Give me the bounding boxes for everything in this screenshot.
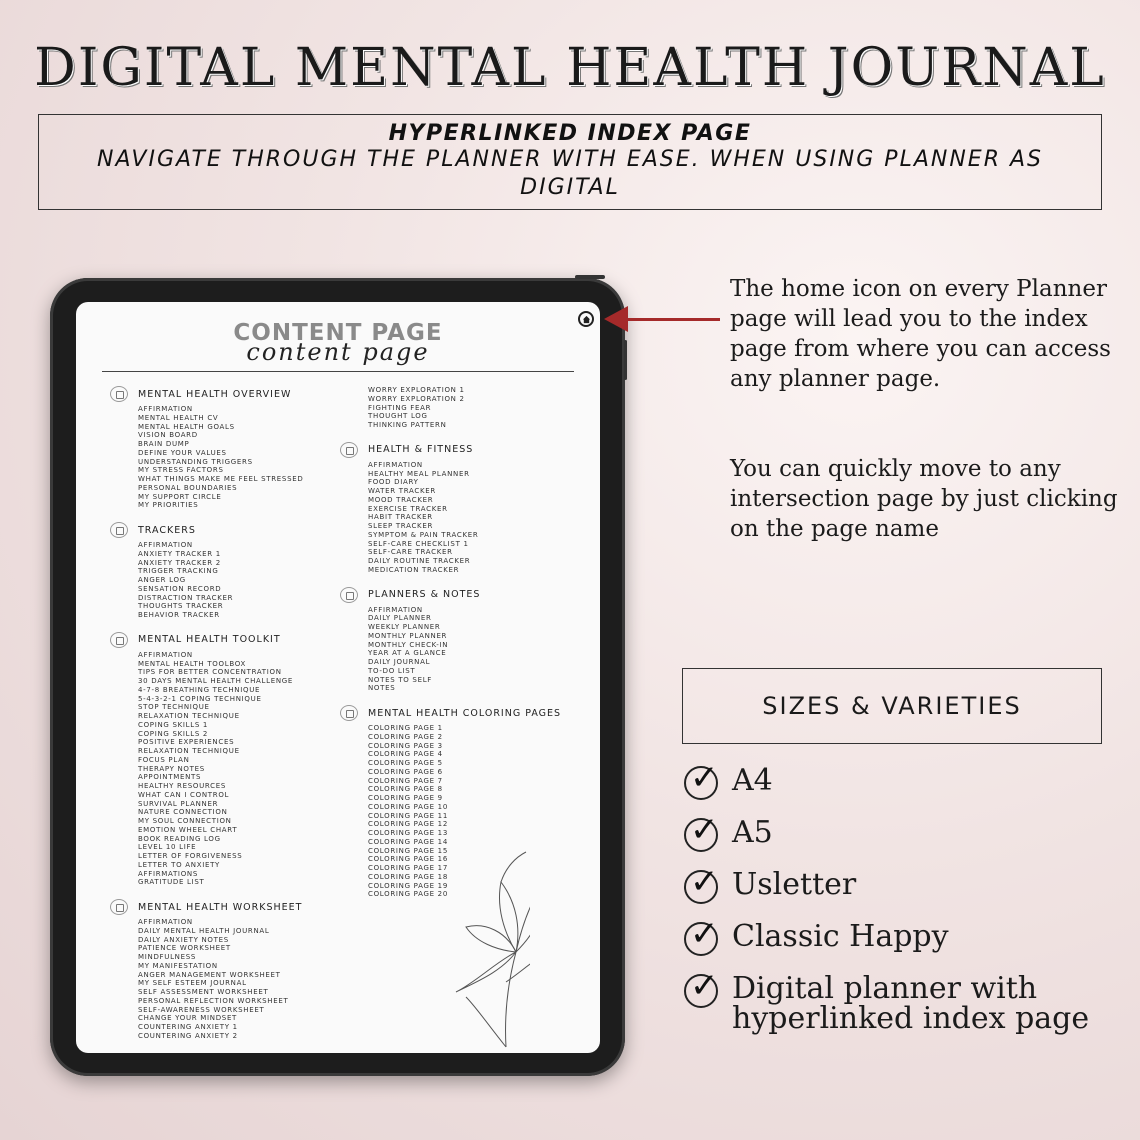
index-section: [340, 587, 590, 694]
index-link[interactable]: SLEEP TRACKER: [368, 522, 434, 530]
index-link[interactable]: THINKING PATTERN: [368, 421, 447, 429]
index-link[interactable]: EXERCISE TRACKER: [368, 504, 448, 513]
index-link[interactable]: WEEKLY PLANNER: [368, 623, 441, 631]
section-emblem-icon: [340, 705, 358, 721]
index-link[interactable]: BOOK READING LOG: [138, 834, 221, 843]
index-link[interactable]: SYMPTOM & PAIN TRACKER: [368, 530, 479, 539]
index-link[interactable]: PERSONAL BOUNDARIES: [138, 483, 238, 492]
sizes-box: SIZES & VARIETIES: [682, 668, 1102, 744]
section-title: MENTAL HEALTH OVERVIEW: [138, 388, 292, 400]
tablet-side-button: [624, 340, 627, 380]
index-link[interactable]: COPING SKILLS 1: [138, 720, 209, 729]
section-header[interactable]: [340, 442, 590, 458]
index-link[interactable]: FOOD DIARY: [368, 478, 419, 487]
index-link[interactable]: COLORING PAGE 19: [368, 881, 448, 890]
index-link[interactable]: THERAPY NOTES: [138, 764, 205, 773]
index-link[interactable]: COLORING PAGE 6: [368, 767, 443, 776]
section-emblem-icon: [110, 632, 128, 648]
index-link[interactable]: WATER TRACKER: [368, 487, 436, 495]
index-link[interactable]: FIGHTING FEAR: [368, 403, 432, 412]
index-link[interactable]: TRIGGER TRACKING: [138, 567, 219, 576]
index-link[interactable]: MENTAL HEALTH GOALS: [138, 422, 235, 431]
index-link[interactable]: COLORING PAGE 12: [368, 820, 448, 829]
index-link[interactable]: DAILY MENTAL HEALTH JOURNAL: [138, 926, 270, 935]
index-link[interactable]: MONTHLY CHECK-IN: [368, 640, 449, 649]
index-section-continued: [340, 386, 590, 430]
checkmark-icon: [684, 766, 718, 800]
index-link[interactable]: NOTES: [368, 684, 396, 693]
index-link[interactable]: SELF ASSESSMENT WORKSHEET: [138, 988, 269, 996]
index-link[interactable]: COLORING PAGE 16: [368, 855, 448, 864]
index-link[interactable]: EMOTION WHEEL CHART: [138, 825, 238, 834]
index-link[interactable]: MY PRIORITIES: [138, 501, 199, 510]
index-link[interactable]: ANXIETY TRACKER 2: [138, 558, 221, 567]
index-link[interactable]: PERSONAL REFLECTION WORKSHEET: [138, 996, 289, 1005]
section-header[interactable]: [340, 587, 590, 603]
index-link[interactable]: YEAR AT A GLANCE: [368, 649, 447, 658]
index-link[interactable]: WORRY EXPLORATION 2: [368, 394, 465, 403]
index-link[interactable]: COLORING PAGE 20: [368, 890, 448, 899]
index-link[interactable]: COLORING PAGE 3: [368, 741, 443, 750]
index-link[interactable]: PATIENCE WORKSHEET: [138, 944, 231, 953]
index-link[interactable]: VISION BOARD: [138, 431, 198, 440]
index-link[interactable]: ANGER MANAGEMENT WORKSHEET: [138, 970, 281, 979]
index-link[interactable]: COLORING PAGE 1: [368, 724, 443, 732]
title-divider: [102, 371, 574, 372]
index-link[interactable]: TIPS FOR BETTER CONCENTRATION: [138, 668, 282, 677]
tablet-screen: [76, 302, 600, 1053]
arrow-pointer-icon: [604, 306, 628, 332]
size-option-label: Classic Happy: [732, 919, 949, 954]
index-link[interactable]: DISTRACTION TRACKER: [138, 593, 234, 602]
size-option-label: Digital planner with hyperlinked index page: [732, 971, 1090, 1036]
index-link[interactable]: HEALTHY MEAL PLANNER: [368, 469, 470, 478]
section-emblem-icon: [110, 899, 128, 915]
index-link[interactable]: NATURE CONNECTION: [138, 808, 228, 817]
checkmark-icon: [684, 974, 718, 1008]
index-link[interactable]: COUNTERING ANXIETY 2: [138, 1031, 238, 1040]
checkmark-icon: [684, 870, 718, 904]
index-link[interactable]: POSITIVE EXPERIENCES: [138, 738, 235, 747]
index-link[interactable]: MY SELF ESTEEM JOURNAL: [138, 979, 247, 988]
size-option-label: A4: [732, 763, 773, 798]
section-emblem-icon: [110, 386, 128, 402]
section-header[interactable]: [110, 522, 350, 538]
tablet-side-button: [575, 275, 605, 279]
index-link[interactable]: MOOD TRACKER: [368, 495, 434, 504]
index-link[interactable]: APPOINTMENTS: [138, 773, 202, 782]
index-link[interactable]: SENSATION RECORD: [138, 584, 222, 593]
index-link[interactable]: COLORING PAGE 14: [368, 837, 448, 846]
index-link[interactable]: CHANGE YOUR MINDSET: [138, 1014, 238, 1023]
info-box: [38, 114, 1102, 210]
section-title: PLANNERS & NOTES: [368, 589, 481, 600]
index-link[interactable]: COLORING PAGE 18: [368, 872, 448, 881]
index-link[interactable]: MY SUPPORT CIRCLE: [138, 492, 222, 501]
index-link[interactable]: COLORING PAGE 4: [368, 750, 443, 759]
index-link[interactable]: 5-4-3-2-1 COPING TECHNIQUE: [138, 694, 262, 703]
index-link[interactable]: AFFIRMATION: [138, 405, 193, 413]
index-link[interactable]: DAILY PLANNER: [368, 614, 432, 623]
index-link[interactable]: COLORING PAGE 5: [368, 759, 443, 767]
index-link[interactable]: COUNTERING ANXIETY 1: [138, 1023, 238, 1031]
index-section: [110, 632, 350, 887]
index-link[interactable]: MENTAL HEALTH TOOLBOX: [138, 659, 246, 668]
section-title: MENTAL HEALTH TOOLKIT: [138, 634, 281, 646]
index-link[interactable]: LETTER TO ANXIETY: [138, 860, 221, 869]
sizes-list: [684, 763, 1124, 1052]
index-link[interactable]: RELAXATION TECHNIQUE: [138, 712, 240, 720]
index-link[interactable]: MONTHLY PLANNER: [368, 631, 448, 640]
index-link[interactable]: MEDICATION TRACKER: [368, 565, 460, 574]
index-section: [340, 442, 590, 575]
index-section: [110, 386, 350, 510]
section-emblem-icon: [340, 587, 358, 603]
lily-flower-illustration: [446, 832, 530, 1052]
index-link[interactable]: BRAIN DUMP: [138, 440, 190, 448]
index-link[interactable]: DAILY JOURNAL: [368, 658, 431, 666]
content-page-script-title: content page: [246, 338, 430, 366]
index-link[interactable]: ANXIETY TRACKER 1: [138, 549, 221, 558]
section-title: HEALTH & FITNESS: [368, 444, 474, 456]
index-link[interactable]: 4-7-8 BREATHING TECHNIQUE: [138, 685, 261, 694]
content-page-title: CONTENT PAGE: [233, 320, 443, 346]
index-link[interactable]: COLORING PAGE 13: [368, 829, 448, 837]
index-link[interactable]: AFFIRMATION: [368, 460, 423, 469]
section-header[interactable]: [110, 899, 350, 915]
size-option: [684, 867, 1124, 904]
index-link[interactable]: DAILY ANXIETY NOTES: [138, 935, 229, 944]
section-header[interactable]: [110, 386, 350, 402]
index-link[interactable]: MY STRESS FACTORS: [138, 466, 224, 475]
left-index-column: [110, 386, 350, 1053]
index-link[interactable]: COLORING PAGE 9: [368, 794, 443, 802]
index-link[interactable]: COLORING PAGE 17: [368, 864, 448, 872]
index-link[interactable]: COLORING PAGE 11: [368, 811, 448, 820]
index-link[interactable]: COPING SKILLS 2: [138, 729, 209, 738]
index-link[interactable]: WHAT CAN I CONTROL: [138, 790, 230, 799]
description-paragraph-2: You can quickly move to any intersection page by just clicking on the page name: [730, 456, 1118, 542]
index-link[interactable]: COLORING PAGE 2: [368, 732, 443, 741]
index-link[interactable]: MENTAL HEALTH CV: [138, 413, 219, 422]
size-option: [684, 919, 1124, 956]
index-link[interactable]: WORRY EXPLORATION 1: [368, 386, 465, 394]
info-box-title: HYPERLINKED INDEX PAGE: [388, 121, 752, 146]
index-section: [110, 899, 350, 1041]
index-link[interactable]: COLORING PAGE 8: [368, 785, 443, 794]
size-option: [684, 815, 1124, 852]
index-link[interactable]: DEFINE YOUR VALUES: [138, 448, 227, 457]
index-link[interactable]: AFFIRMATION: [138, 541, 193, 549]
index-link[interactable]: GRATITUDE LIST: [138, 878, 205, 887]
checkmark-icon: [684, 818, 718, 852]
section-emblem-icon: [340, 442, 358, 458]
index-link[interactable]: THOUGHTS TRACKER: [138, 602, 224, 611]
index-link[interactable]: SURVIVAL PLANNER: [138, 799, 219, 808]
section-header[interactable]: [340, 705, 590, 721]
index-link[interactable]: TO-DO LIST: [368, 666, 416, 675]
section-header[interactable]: [110, 632, 350, 648]
section-title: TRACKERS: [138, 524, 196, 536]
index-link[interactable]: MY MANIFESTATION: [138, 961, 218, 970]
index-link[interactable]: AFFIRMATION: [138, 650, 193, 659]
section-title: MENTAL HEALTH COLORING PAGES: [368, 707, 562, 719]
index-link[interactable]: HABIT TRACKER: [368, 513, 433, 522]
index-link[interactable]: AFFIRMATION: [368, 605, 423, 614]
description-paragraph-1: The home icon on every Planner page will lead you to the index page from where you can access any planner page.: [730, 276, 1111, 392]
index-link[interactable]: RELAXATION TECHNIQUE: [138, 747, 240, 755]
index-link[interactable]: UNDERSTANDING TRIGGERS: [138, 457, 253, 466]
index-link[interactable]: THOUGHT LOG: [368, 412, 428, 421]
index-link[interactable]: AFFIRMATIONS: [138, 869, 198, 878]
index-link[interactable]: LETTER OF FORGIVENESS: [138, 852, 243, 860]
index-link[interactable]: AFFIRMATION: [138, 918, 193, 926]
section-emblem-icon: [110, 522, 128, 538]
main-title: DIGITAL MENTAL HEALTH JOURNAL: [34, 38, 1106, 98]
index-link[interactable]: FOCUS PLAN: [138, 755, 190, 764]
index-link[interactable]: HEALTHY RESOURCES: [138, 782, 226, 790]
index-link[interactable]: SELF-AWARENESS WORKSHEET: [138, 1005, 265, 1014]
arrow-line: [624, 318, 720, 321]
index-link[interactable]: COLORING PAGE 10: [368, 802, 448, 811]
size-option-label: Usletter: [732, 867, 857, 902]
index-link[interactable]: BEHAVIOR TRACKER: [138, 611, 220, 619]
index-link[interactable]: STOP TECHNIQUE: [138, 703, 210, 712]
index-section: [110, 522, 350, 620]
size-option-label: A5: [732, 815, 773, 850]
index-link[interactable]: DAILY ROUTINE TRACKER: [368, 557, 471, 565]
index-link[interactable]: MINDFULNESS: [138, 953, 197, 961]
index-link[interactable]: WHAT THINGS MAKE ME FEEL STRESSED: [138, 475, 304, 483]
checkmark-icon: [684, 922, 718, 956]
index-link[interactable]: COLORING PAGE 15: [368, 846, 448, 855]
index-link[interactable]: 30 DAYS MENTAL HEALTH CHALLENGE: [138, 677, 294, 685]
size-option: [684, 763, 1124, 800]
index-link[interactable]: MY SOUL CONNECTION: [138, 817, 232, 825]
index-link[interactable]: ANGER LOG: [138, 576, 186, 584]
index-link[interactable]: SELF-CARE CHECKLIST 1: [368, 539, 469, 548]
index-link[interactable]: NOTES TO SELF: [368, 675, 433, 684]
info-box-subtitle: NAVIGATE THROUGH THE PLANNER WITH EASE. WHEN USING PLANNER AS DIGITAL: [97, 147, 1043, 200]
index-link[interactable]: LEVEL 10 LIFE: [138, 843, 197, 852]
index-link[interactable]: SELF-CARE TRACKER: [368, 548, 453, 557]
size-option: [684, 971, 1124, 1036]
section-title: MENTAL HEALTH WORKSHEET: [138, 901, 303, 913]
index-link[interactable]: COLORING PAGE 7: [368, 776, 443, 785]
